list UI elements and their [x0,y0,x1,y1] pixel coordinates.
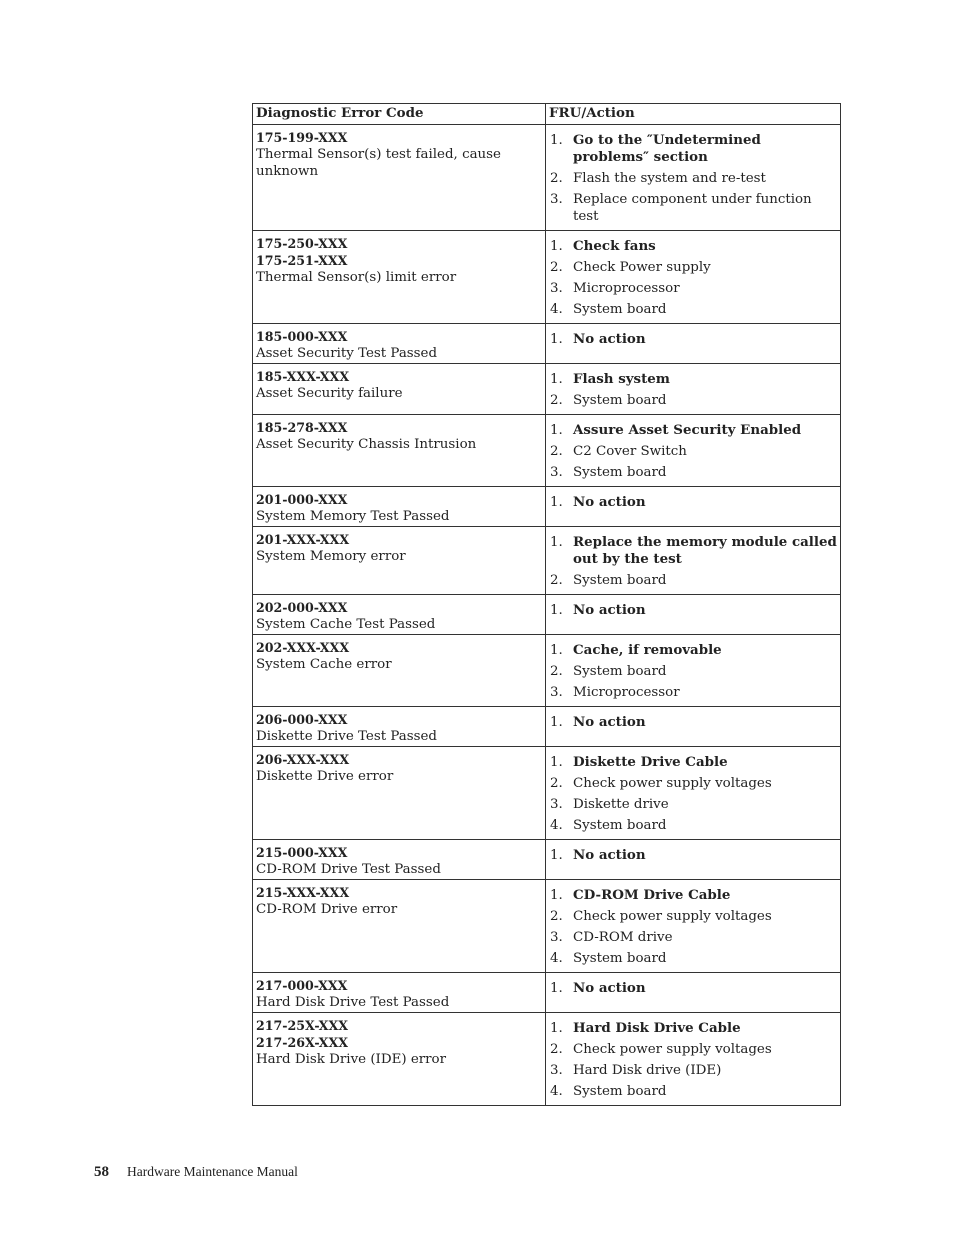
error-code-cell [253,635,546,707]
error-code: 201-XXX-XXX [256,532,350,547]
error-code-cell [253,595,546,635]
error-code: 175-251-XXX [256,253,348,268]
action-list [550,602,837,619]
action-step [550,754,837,771]
fru-action-cell [546,973,841,1013]
step-number: 2. [550,260,563,275]
step-text: No action [573,494,646,510]
step-text: System board [573,465,667,480]
step-text: System board [573,664,667,679]
step-number: 2. [550,444,563,459]
fru-action-cell [546,880,841,973]
error-description: Asset Security Chassis Intrusion [256,437,477,452]
error-code-cell [253,125,546,231]
action-step [550,259,837,276]
fru-action-cell [546,231,841,324]
fru-action-cell [546,747,841,840]
action-step [550,238,837,255]
step-number: 3. [550,797,563,812]
step-text: CD-ROM Drive Cable [573,887,731,903]
error-code: 175-199-XXX [256,130,348,145]
table-row [253,973,841,1013]
action-list [550,1020,837,1100]
step-number: 1. [550,133,563,148]
step-text: No action [573,331,646,347]
step-number: 1. [550,981,563,996]
error-code-cell [253,527,546,595]
action-step [550,642,837,659]
action-step [550,443,837,460]
error-code: 202-000-XXX [256,600,348,615]
step-number: 1. [550,715,563,730]
error-code: 185-XXX-XXX [256,369,350,384]
step-number: 1. [550,535,563,550]
step-text: System board [573,951,667,966]
action-step [550,775,837,792]
fru-action-cell [546,415,841,487]
action-step [550,392,837,409]
table-row [253,635,841,707]
error-description: System Cache Test Passed [256,617,436,632]
step-number: 1. [550,888,563,903]
column-header-fru-action: FRU/Action [546,104,841,125]
error-description: Asset Security Test Passed [256,346,438,361]
action-step [550,684,837,701]
table-row [253,595,841,635]
fru-action-cell [546,595,841,635]
step-text: Microprocessor [573,685,680,700]
error-code-cell [253,1013,546,1106]
step-number: 3. [550,281,563,296]
step-text: Replace component under function test [573,192,812,224]
action-list [550,847,837,864]
step-text: System board [573,302,667,317]
diagnostic-table [252,103,841,1106]
step-text: Hard Disk Drive Cable [573,1020,741,1036]
error-code: 175-250-XXX [256,236,348,251]
table-row [253,747,841,840]
fru-action-cell [546,364,841,415]
action-step [550,1083,837,1100]
action-list [550,371,837,409]
action-step [550,132,837,166]
step-text: CD-ROM drive [573,930,673,945]
error-code: 217-25X-XXX [256,1018,348,1033]
step-text: System board [573,393,667,408]
error-code: 185-000-XXX [256,329,348,344]
action-step [550,191,837,225]
error-description: System Cache error [256,657,392,672]
action-step [550,494,837,511]
action-step [550,534,837,568]
error-description: System Memory Test Passed [256,509,450,524]
step-number: 3. [550,685,563,700]
step-number: 1. [550,1021,563,1036]
action-list [550,132,837,225]
step-number: 4. [550,1084,563,1099]
action-step [550,301,837,318]
error-code-cell [253,707,546,747]
action-step [550,1062,837,1079]
action-step [550,980,837,997]
step-number: 4. [550,818,563,833]
table-row [253,707,841,747]
step-text: Flash the system and re-test [573,171,766,186]
error-code: 217-26X-XXX [256,1035,348,1050]
error-description: CD-ROM Drive error [256,902,398,917]
step-number: 3. [550,465,563,480]
step-number: 2. [550,909,563,924]
step-text: No action [573,602,646,618]
step-text: Check fans [573,238,656,254]
action-list [550,887,837,967]
error-code-cell [253,747,546,840]
action-list [550,714,837,731]
step-text: System board [573,818,667,833]
error-code: 215-XXX-XXX [256,885,350,900]
error-code-cell [253,324,546,364]
error-code-cell [253,364,546,415]
action-list [550,238,837,318]
step-text: C2 Cover Switch [573,444,687,459]
error-code: 201-000-XXX [256,492,348,507]
step-number: 3. [550,1063,563,1078]
table-row [253,364,841,415]
table-body [253,125,841,1106]
error-code-cell [253,231,546,324]
error-description: Diskette Drive error [256,769,394,784]
error-code: 202-XXX-XXX [256,640,350,655]
step-text: Assure Asset Security Enabled [573,422,802,438]
step-number: 1. [550,643,563,658]
error-description: Hard Disk Drive Test Passed [256,995,450,1010]
action-step [550,464,837,481]
error-code-cell [253,973,546,1013]
action-step [550,950,837,967]
step-text: Flash system [573,371,670,387]
page-number: 58 [94,1164,109,1180]
error-code: 217-000-XXX [256,978,348,993]
step-text: Diskette drive [573,797,669,812]
action-step [550,908,837,925]
action-step [550,280,837,297]
error-code: 206-XXX-XXX [256,752,350,767]
step-number: 2. [550,573,563,588]
step-text: System board [573,1084,667,1099]
step-text: Hard Disk drive (IDE) [573,1063,722,1078]
error-description: System Memory error [256,549,406,564]
step-number: 2. [550,1042,563,1057]
step-number: 3. [550,192,563,207]
table-header-row [253,104,841,125]
fru-action-cell [546,527,841,595]
error-code-cell [253,840,546,880]
action-step [550,887,837,904]
step-text: Replace the memory module called out by the test [573,534,837,567]
step-number: 2. [550,171,563,186]
step-number: 2. [550,664,563,679]
fru-action-cell [546,324,841,364]
action-step [550,371,837,388]
fru-action-cell [546,635,841,707]
action-list [550,494,837,511]
fru-action-cell [546,125,841,231]
error-code: 206-000-XXX [256,712,348,727]
table-row [253,415,841,487]
step-text: No action [573,980,646,996]
action-step [550,847,837,864]
step-text: Cache, if removable [573,642,722,658]
table-row [253,840,841,880]
step-text: Go to the ″Undetermined problems″ section [573,132,761,165]
step-number: 1. [550,495,563,510]
fru-action-cell [546,707,841,747]
step-text: No action [573,847,646,863]
page-footer [94,1163,298,1181]
step-number: 1. [550,755,563,770]
step-text: No action [573,714,646,730]
step-number: 4. [550,302,563,317]
fru-action-cell [546,1013,841,1106]
step-text: Diskette Drive Cable [573,754,728,770]
action-step [550,817,837,834]
step-text: Check power supply voltages [573,1042,772,1057]
table-row [253,231,841,324]
step-text: Check Power supply [573,260,711,275]
table-row [253,527,841,595]
step-number: 1. [550,848,563,863]
table-row [253,1013,841,1106]
table-row [253,487,841,527]
error-code-cell [253,880,546,973]
manual-title: Hardware Maintenance Manual [127,1164,298,1179]
step-number: 1. [550,372,563,387]
step-number: 1. [550,239,563,254]
fru-action-cell [546,840,841,880]
step-number: 2. [550,776,563,791]
action-list [550,642,837,701]
table-row [253,125,841,231]
action-step [550,331,837,348]
error-description: Diskette Drive Test Passed [256,729,437,744]
step-text: System board [573,573,667,588]
action-step [550,602,837,619]
table-row [253,324,841,364]
step-number: 2. [550,393,563,408]
action-step [550,714,837,731]
action-step [550,572,837,589]
action-list [550,754,837,834]
action-list [550,534,837,589]
step-number: 3. [550,930,563,945]
action-step [550,422,837,439]
error-description: Thermal Sensor(s) test failed, cause unknown [256,147,501,179]
table-row [253,880,841,973]
step-text: Check power supply voltages [573,909,772,924]
action-step [550,170,837,187]
error-description: Thermal Sensor(s) limit error [256,270,457,285]
action-list [550,980,837,997]
action-list [550,331,837,348]
error-code: 215-000-XXX [256,845,348,860]
step-number: 1. [550,332,563,347]
action-step [550,929,837,946]
error-description: Hard Disk Drive (IDE) error [256,1052,447,1067]
error-description: CD-ROM Drive Test Passed [256,862,441,877]
step-text: Microprocessor [573,281,680,296]
step-text: Check power supply voltages [573,776,772,791]
action-list [550,422,837,481]
action-step [550,1041,837,1058]
error-description: Asset Security failure [256,386,403,401]
action-step [550,796,837,813]
error-code: 185-278-XXX [256,420,348,435]
fru-action-cell [546,487,841,527]
action-step [550,663,837,680]
step-number: 1. [550,603,563,618]
error-code-cell [253,487,546,527]
error-code-cell [253,415,546,487]
column-header-error-code: Diagnostic Error Code [253,104,546,125]
step-number: 1. [550,423,563,438]
step-number: 4. [550,951,563,966]
action-step [550,1020,837,1037]
